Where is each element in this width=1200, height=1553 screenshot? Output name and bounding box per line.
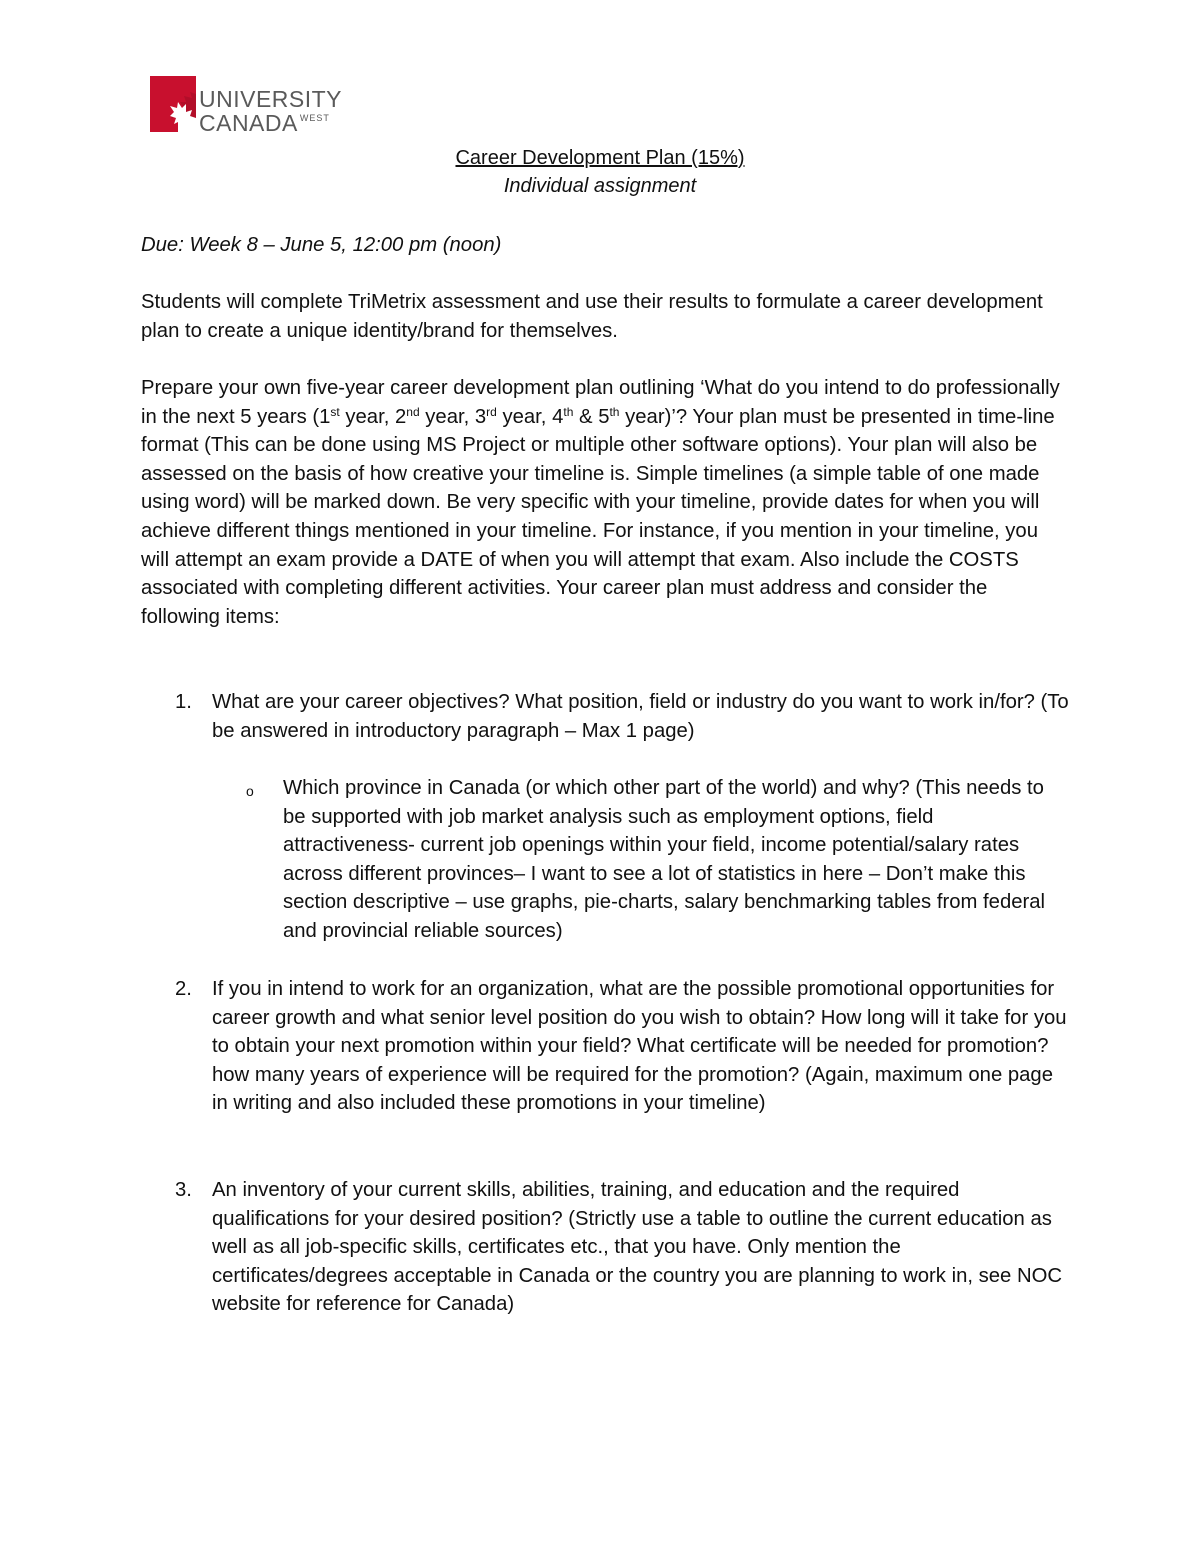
list-item-text: If you in intend to work for an organization, what are the possible promotional opportunities for career growth and what senior level position do you wish to obtain? How long will it take for you to obtain your next promotion within your field? What certificate will be needed for promotion? how many years of experience will be required for the promotion? (Again, maximum one page in writing and also included these promotions in your timeline) <box>212 978 1067 1115</box>
instructions-part-3: year, 3 <box>419 405 487 428</box>
sub-list-item-text: Which province in Canada (or which other part of the world) and why? (This needs to be supported with job market analysis such as employment options, field attractiveness- current job openings within your field, income potential/salary rates across different provinces– I want to see a lot of statistics in here – Don’t make this section descriptive – use graphs, pie-charts, salary benchmarking tables from federal and provincial reliable sources) <box>283 777 1046 942</box>
logo-canada-text: CANADA <box>199 110 298 136</box>
due-date: Due: Week 8 – June 5, 12:00 pm (noon) <box>141 234 502 256</box>
instructions-part-1: Prepare your own five-year career development plan outlining ‘What do you intend to do professionally in the next 5 years (1 <box>141 377 1060 428</box>
instructions-paragraph <box>141 374 1066 631</box>
ordinal-suffix: th <box>609 404 620 419</box>
logo-west-text: WEST <box>299 113 330 123</box>
ordinal-suffix: th <box>563 404 574 419</box>
instructions-part-2: year, 2 <box>339 405 407 428</box>
page-subtitle: Individual assignment <box>503 175 697 197</box>
list-item-number: 1. <box>175 691 192 713</box>
instructions-part-4: year, 4 <box>496 405 564 428</box>
page-title: Career Development Plan (15%) <box>455 147 745 169</box>
list-item-number: 3. <box>175 1179 192 1201</box>
list-item-text: What are your career objectives? What position, field or industry do you want to work in/for? (To be answered in introductory paragraph – Max 1 page) <box>212 691 1069 742</box>
ordinal-suffix: rd <box>486 404 497 419</box>
maple-leaf-icon <box>150 72 198 134</box>
logo-line-university: UNIVERSITY <box>199 86 343 112</box>
list-item-text: An inventory of your current skills, abilities, training, and education and the required qualifications for your desired position? (Strictly use a table to outline the current education as well as all job-specific skills, certificates etc., that you have. Only mention the certificates/degrees acceptable in Canada or the country you are planning to work in, see NOC website for reference for Canada) <box>212 1179 1063 1316</box>
logo-wordmark <box>199 88 342 135</box>
logo-line-canada <box>199 112 342 135</box>
instructions-part-6: year)’? Your plan must be presented in time-line format (This can be done using MS Project or multiple other software options). Your plan will also be assessed on the basis of how creative your timeline is. Simple timelines (a simple table of one made using word) will be marked down. Be very specific with your timeline, provide dates for when you will achieve different things mentioned in your timeline. For instance, if you mention in your timeline, you will attempt an exam provide a DATE of when you will attempt that exam. Also include the COSTS associated with completing different activities. Your career plan must address and consider the following items: <box>141 405 1055 628</box>
instructions-part-5: & 5 <box>573 405 610 428</box>
intro-paragraph: Students will complete TriMetrix assessment and use their results to formulate a career development plan to create a unique identity/brand for themselves. <box>141 291 1043 342</box>
ordinal-suffix: st <box>330 404 340 419</box>
list-item-number: 2. <box>175 978 192 1000</box>
ordinal-suffix: nd <box>406 404 420 419</box>
university-logo <box>150 72 350 134</box>
bullet-icon: o <box>246 783 254 799</box>
